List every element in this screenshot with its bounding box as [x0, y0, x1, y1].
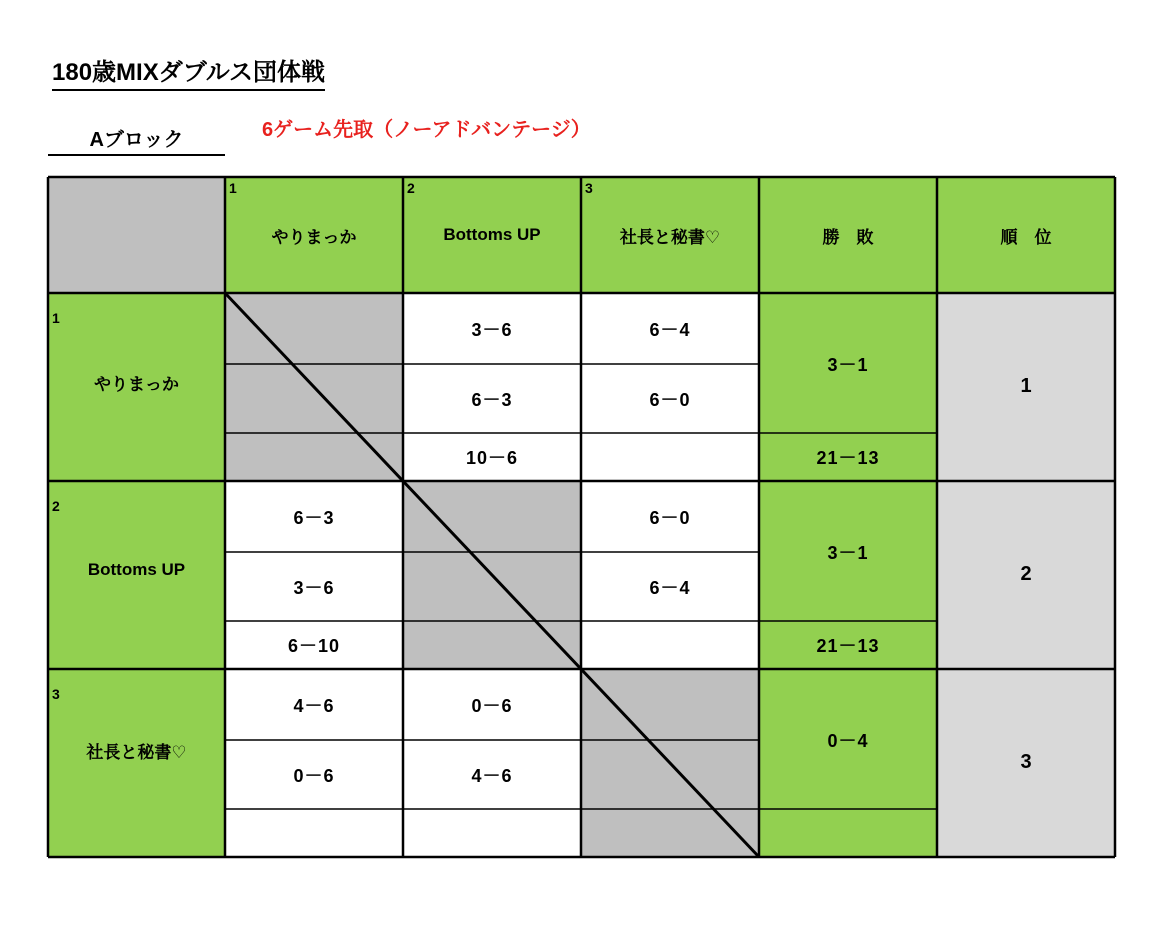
score-cell: 0－6: [403, 669, 581, 740]
score-cell: 6－3: [225, 481, 403, 552]
row-1-name: やりまっか: [94, 374, 179, 394]
header-winloss-label: 勝 敗: [822, 227, 874, 247]
score-cell: 0－6: [225, 740, 403, 809]
row-2-record: 3－1: [759, 481, 937, 621]
row-2-games: 21－13: [759, 621, 937, 669]
header-team-2-number: 2: [407, 180, 415, 196]
score-cell: 4－6: [403, 740, 581, 809]
score-cell: 4－6: [225, 669, 403, 740]
row-1-record: 3－1: [759, 293, 937, 433]
diagonal-line: [225, 293, 759, 857]
score-cell: 6－4: [581, 552, 759, 621]
score-cell: 6－10: [225, 621, 403, 669]
score-cell: 6－0: [581, 364, 759, 433]
score-cell: 6－4: [581, 293, 759, 364]
row-3-record: 0－4: [759, 669, 937, 809]
row-1-games: 21－13: [759, 433, 937, 481]
tournament-title: 180歳MIXダブルス団体戦: [52, 58, 325, 91]
row-3-name: 社長と秘書♡: [86, 742, 187, 762]
score-cell: 6－3: [403, 364, 581, 433]
score-cell: 10－6: [403, 433, 581, 481]
row-1-rank: 1: [937, 293, 1115, 481]
score-cell: 3－6: [225, 552, 403, 621]
header-team-2-name: Bottoms UP: [443, 225, 541, 244]
header-team-3-name: 社長と秘書♡: [619, 227, 721, 247]
rule-note: 6ゲーム先取（ノーアドバンテージ）: [262, 119, 591, 141]
header-team-1-name: やりまっか: [271, 227, 357, 247]
header-team-1-number: 1: [229, 180, 237, 196]
header-team-3-number: 3: [585, 180, 593, 196]
row-3-rank: 3: [937, 669, 1115, 857]
row-2-name: Bottoms UP: [87, 560, 186, 579]
row-3-number: 3: [52, 686, 60, 702]
block-label: Aブロック: [48, 127, 225, 156]
header-rank-label: 順 位: [1000, 227, 1052, 247]
row-2-rank: 2: [937, 481, 1115, 669]
score-cell: 6－0: [581, 481, 759, 552]
score-cell: 3－6: [403, 293, 581, 364]
row-1-number: 1: [52, 310, 60, 326]
row-2-number: 2: [52, 498, 60, 514]
